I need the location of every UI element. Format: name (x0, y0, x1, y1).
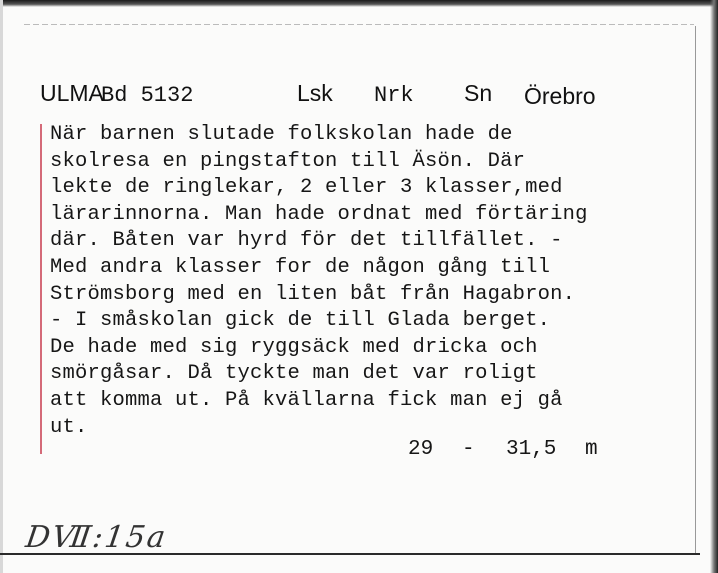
classification-handwritten: DⅦ:15a (23, 520, 170, 555)
scan-left-edge (0, 0, 3, 573)
text-line: lärarinnorna. Man hade ordnat med förtäring (50, 202, 588, 226)
archive-code: ULMA (40, 80, 104, 106)
card-right-line (695, 26, 696, 554)
province-code: Lsk (297, 80, 333, 106)
text-line: - I småskolan gick de till Glada berget. (50, 309, 551, 333)
text-line: skolresa en pingstafton till Äsön. Där (50, 149, 526, 173)
card-header (40, 80, 680, 112)
card-top-line (24, 24, 694, 25)
text-line: De hade med sig ryggsäck med dricka och (50, 335, 538, 359)
scan-right-shadow (710, 0, 718, 573)
age-from: 29 (408, 438, 434, 461)
gender-code: m (585, 438, 598, 461)
text-line: smörgåsar. Då tyckte man det var roligt (50, 362, 538, 386)
parish-code: Nrk (374, 83, 414, 108)
age-dash: - (462, 438, 475, 461)
text-line: att komma ut. På kvällarna fick man ej gå (50, 388, 563, 412)
text-line: När barnen slutade folkskolan hade de (50, 123, 513, 146)
margin-line (40, 124, 42, 454)
card-text (50, 122, 670, 441)
text-line: lekte de ringlekar, 2 eller 3 klasser,med (50, 176, 563, 200)
text-line: ut. (50, 415, 88, 439)
text-line: där. Båten var hyrd för det tillfället. - (50, 229, 563, 253)
text-line: Strömsborg med en liten båt från Hagabron. (50, 282, 576, 306)
parish-abbrev: Sn (464, 80, 493, 106)
age-to: 31,5 (506, 438, 557, 461)
text-line: Med andra klasser for de någon gång till (50, 255, 551, 279)
place-name: Örebro (524, 83, 596, 109)
scan-top-shadow (0, 0, 718, 7)
record-number: Bd 5132 (101, 83, 194, 108)
